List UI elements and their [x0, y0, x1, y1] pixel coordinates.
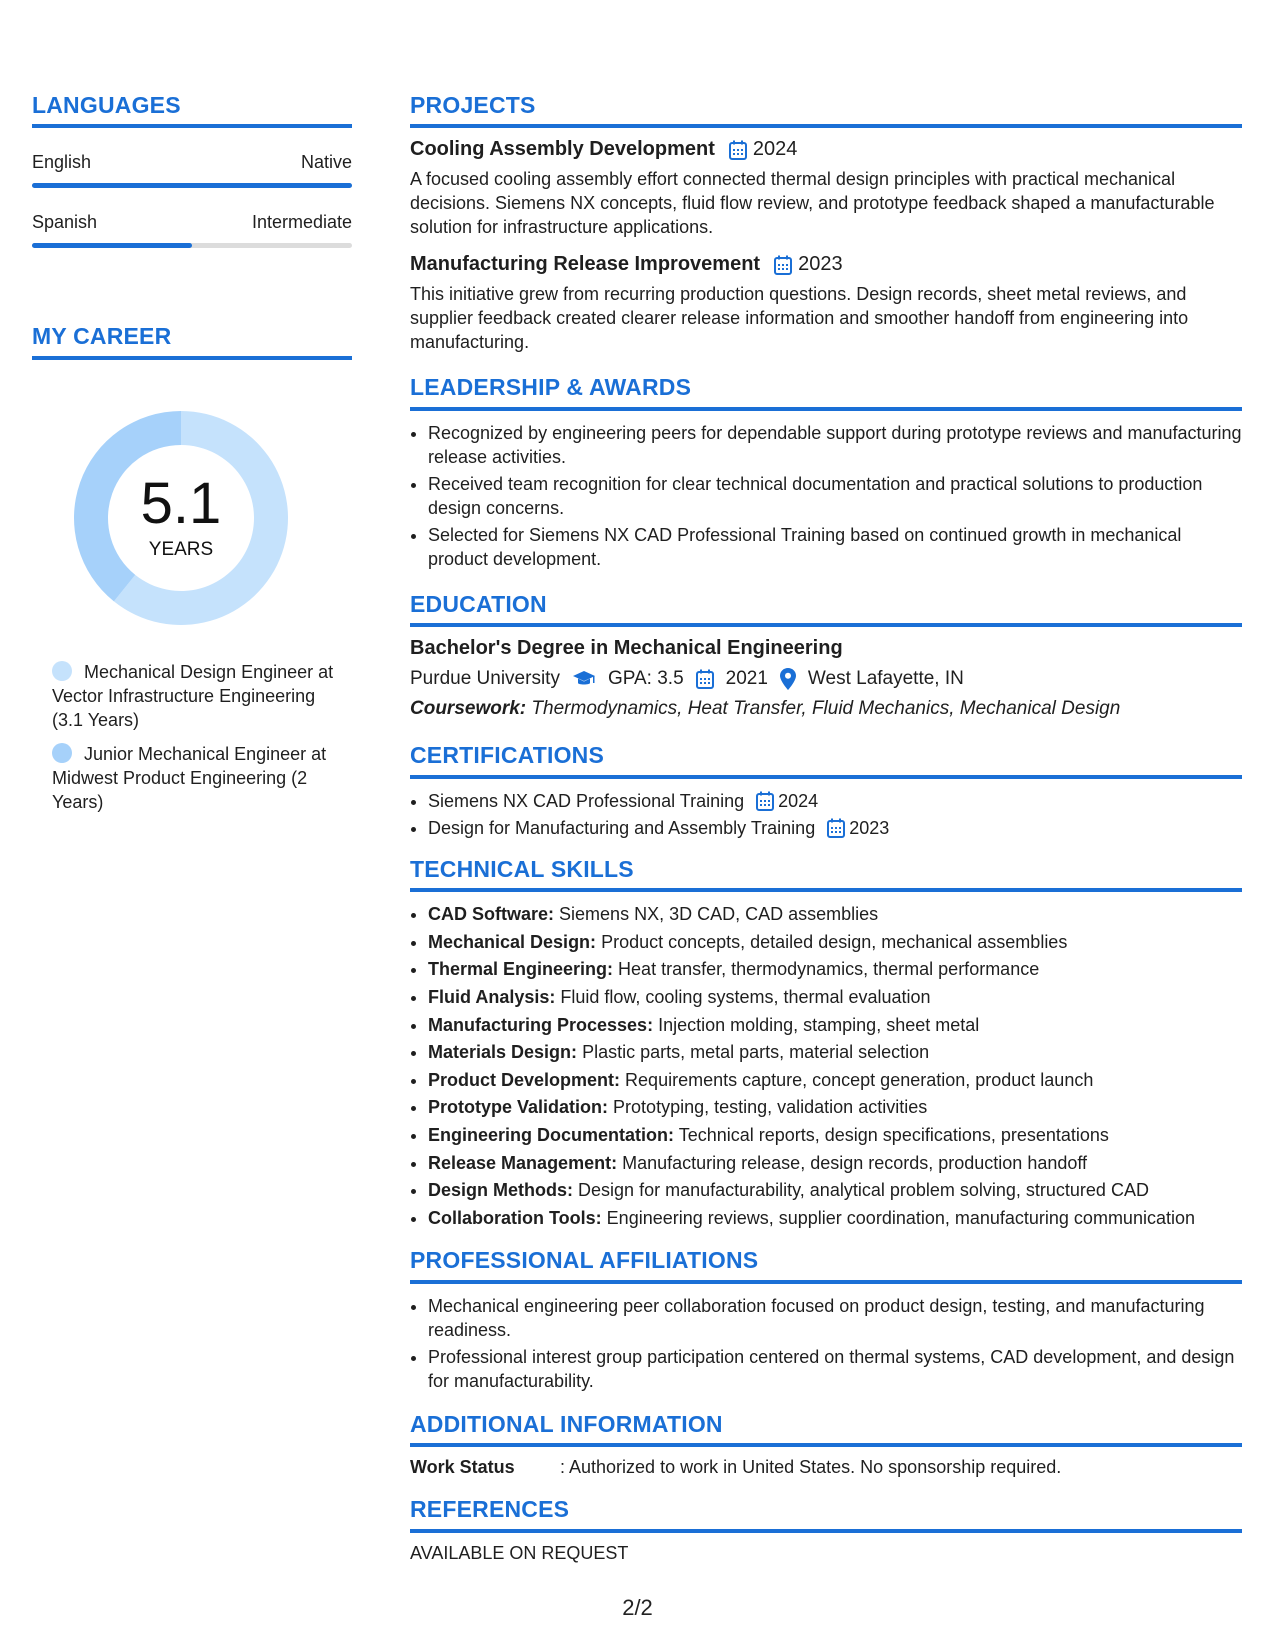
skill-item	[428, 1095, 1242, 1121]
language-proficiency-fill	[32, 183, 352, 188]
language-item	[32, 212, 352, 248]
list-item: • Recognized by engineering peers for dependable support during prototype reviews and manufacturing release activities.	[428, 421, 1242, 469]
projects-title: PROJECTS	[410, 92, 1242, 128]
skill-item	[428, 1068, 1242, 1094]
calendar-icon	[827, 818, 845, 838]
list-item: • Received team recognition for clear technical documentation and practical solutions to production design concerns.	[428, 472, 1242, 520]
education-year: 2021	[725, 668, 768, 690]
leadership-list	[410, 421, 1242, 571]
skill-item	[428, 1123, 1242, 1149]
skill-item	[428, 1151, 1242, 1177]
certifications-title: CERTIFICATIONS	[410, 742, 1242, 778]
project-description: This initiative grew from recurring production questions. Design records, sheet metal reviews, and supplier feedback created clearer release information and smoother handoff from engineering into manufacturing.	[410, 284, 1189, 353]
certification-year: 2024	[778, 790, 819, 811]
certification-year: 2023	[849, 817, 890, 838]
skill-label: Product Development:	[428, 1069, 621, 1090]
education-gpa: GPA: 3.5	[607, 668, 684, 690]
skill-label: Fluid Analysis:	[428, 986, 556, 1007]
career-role-text: Mechanical Design Engineer at Vector Infrastructure Engineering (3.1 Years)	[52, 661, 334, 730]
skills-title: TECHNICAL SKILLS	[410, 856, 1242, 892]
project-year: 2023	[798, 253, 843, 276]
career-years-number: 5.1	[140, 470, 222, 536]
list-item	[428, 816, 1242, 840]
education-details	[410, 668, 1242, 690]
leadership-title: LEADERSHIP & AWARDS	[410, 374, 1242, 410]
career-years-unit: YEARS	[148, 538, 214, 560]
career-legend-item	[32, 660, 342, 732]
affiliations-title: PROFESSIONAL AFFILIATIONS	[410, 1247, 1242, 1283]
calendar-icon	[756, 791, 774, 811]
list-item: • Professional interest group participation centered on thermal systems, CAD development, and design for manufacturability.	[428, 1345, 1242, 1393]
skills-list	[410, 902, 1242, 1231]
skill-label: Prototype Validation:	[428, 1097, 609, 1118]
calendar-icon	[729, 140, 747, 160]
affiliations-list	[410, 1294, 1242, 1393]
legend-dot-icon	[52, 743, 72, 763]
list-item: • Mechanical engineering peer collaboration focused on product design, testing, and manufacturing readiness.	[428, 1294, 1242, 1342]
project-item	[410, 253, 1242, 354]
language-name: English	[32, 152, 92, 173]
skill-value: Fluid flow, cooling systems, thermal evaluation	[560, 986, 931, 1007]
skill-value: Plastic parts, metal parts, material selection	[582, 1042, 930, 1063]
language-level: Native	[300, 152, 352, 173]
career-legend-item	[32, 742, 342, 814]
skill-label: Engineering Documentation:	[428, 1124, 675, 1145]
coursework-label: Coursework:	[410, 698, 527, 720]
skill-item	[428, 1206, 1242, 1232]
list-item	[428, 789, 1242, 813]
skill-value: Siemens NX, 3D CAD, CAD assemblies	[559, 904, 879, 925]
skill-label: CAD Software:	[428, 904, 555, 925]
language-proficiency-fill	[32, 243, 192, 248]
calendar-icon	[696, 669, 714, 689]
skill-value: Product concepts, detailed design, mechanical assemblies	[601, 931, 1068, 952]
page-number: 2/2	[622, 1595, 653, 1620]
skill-item	[428, 1040, 1242, 1066]
certification-name: • Siemens NX CAD Professional Training	[428, 790, 745, 811]
location-pin-icon	[780, 668, 796, 690]
project-description: A focused cooling assembly effort connected thermal design principles with practical mechanical decisions. Siemens NX concepts, fluid flow review, and prototype feedback shaped a manufacturable solution for infrastructure applications.	[410, 169, 1215, 238]
career-donut-chart	[67, 404, 295, 632]
project-name: Cooling Assembly Development	[410, 138, 715, 161]
additional-value: : Authorized to work in United States. No sponsorship required.	[560, 1457, 1062, 1478]
language-level: Intermediate	[251, 212, 352, 233]
skill-label: Design Methods:	[428, 1180, 574, 1201]
skill-item	[428, 930, 1242, 956]
references-title: REFERENCES	[410, 1496, 1242, 1532]
right-column	[410, 92, 1242, 1564]
skill-value: Requirements capture, concept generation, product launch	[625, 1069, 1094, 1090]
education-degree: Bachelor's Degree in Mechanical Engineering	[410, 637, 843, 660]
skill-label: Thermal Engineering:	[428, 959, 614, 980]
language-proficiency-bar	[32, 183, 352, 188]
language-proficiency-bar	[32, 243, 352, 248]
skill-value: Heat transfer, thermodynamics, thermal performance	[618, 959, 1040, 980]
career-total	[67, 404, 295, 632]
skill-label: Collaboration Tools:	[428, 1207, 602, 1228]
career-legend	[32, 660, 352, 814]
additional-row	[410, 1457, 1242, 1478]
skill-value: Engineering reviews, supplier coordination, manufacturing communication	[606, 1207, 1195, 1228]
education-coursework	[410, 698, 1242, 720]
project-year: 2024	[752, 138, 798, 161]
language-item	[32, 152, 352, 188]
education-location: West Lafayette, IN	[807, 668, 964, 690]
skill-value: Prototyping, testing, validation activities	[613, 1097, 928, 1118]
calendar-icon	[774, 255, 792, 275]
language-name: Spanish	[32, 212, 98, 233]
education-school: Purdue University	[410, 668, 560, 690]
skill-value: Injection molding, stamping, sheet metal	[658, 1014, 980, 1035]
career-title: MY CAREER	[32, 323, 352, 359]
skill-item	[428, 902, 1242, 928]
legend-dot-icon	[52, 661, 72, 681]
skill-label: Materials Design:	[428, 1042, 578, 1063]
graduation-cap-icon	[572, 670, 596, 688]
left-column	[32, 92, 352, 814]
project-name: Manufacturing Release Improvement	[410, 253, 761, 276]
skill-value: Design for manufacturability, analytical problem solving, structured CAD	[578, 1180, 1149, 1201]
skill-item	[428, 957, 1242, 983]
skill-value: Manufacturing release, design records, production handoff	[622, 1152, 1088, 1173]
certification-name: • Design for Manufacturing and Assembly Training	[428, 817, 816, 838]
skill-item	[428, 1178, 1242, 1204]
skill-item	[428, 1013, 1242, 1039]
additional-label: Work Status	[410, 1457, 515, 1478]
education-title: EDUCATION	[410, 591, 1242, 627]
languages-title: LANGUAGES	[32, 92, 352, 128]
list-item: • Selected for Siemens NX CAD Professional Training based on continued growth in mechanical product development.	[428, 523, 1242, 571]
skill-label: Release Management:	[428, 1152, 618, 1173]
project-item	[410, 138, 1242, 239]
skill-value: Technical reports, design specifications, presentations	[678, 1124, 1109, 1145]
references-text: AVAILABLE ON REQUEST	[410, 1542, 629, 1563]
certifications-list	[410, 789, 1242, 840]
career-role-text: Junior Mechanical Engineer at Midwest Product Engineering (2 Years)	[52, 743, 327, 812]
skill-label: Manufacturing Processes:	[428, 1014, 654, 1035]
additional-title: ADDITIONAL INFORMATION	[410, 1411, 1242, 1447]
coursework-text: Thermodynamics, Heat Transfer, Fluid Mechanics, Mechanical Design	[531, 698, 1121, 720]
skill-item	[428, 985, 1242, 1011]
skill-label: Mechanical Design:	[428, 931, 597, 952]
